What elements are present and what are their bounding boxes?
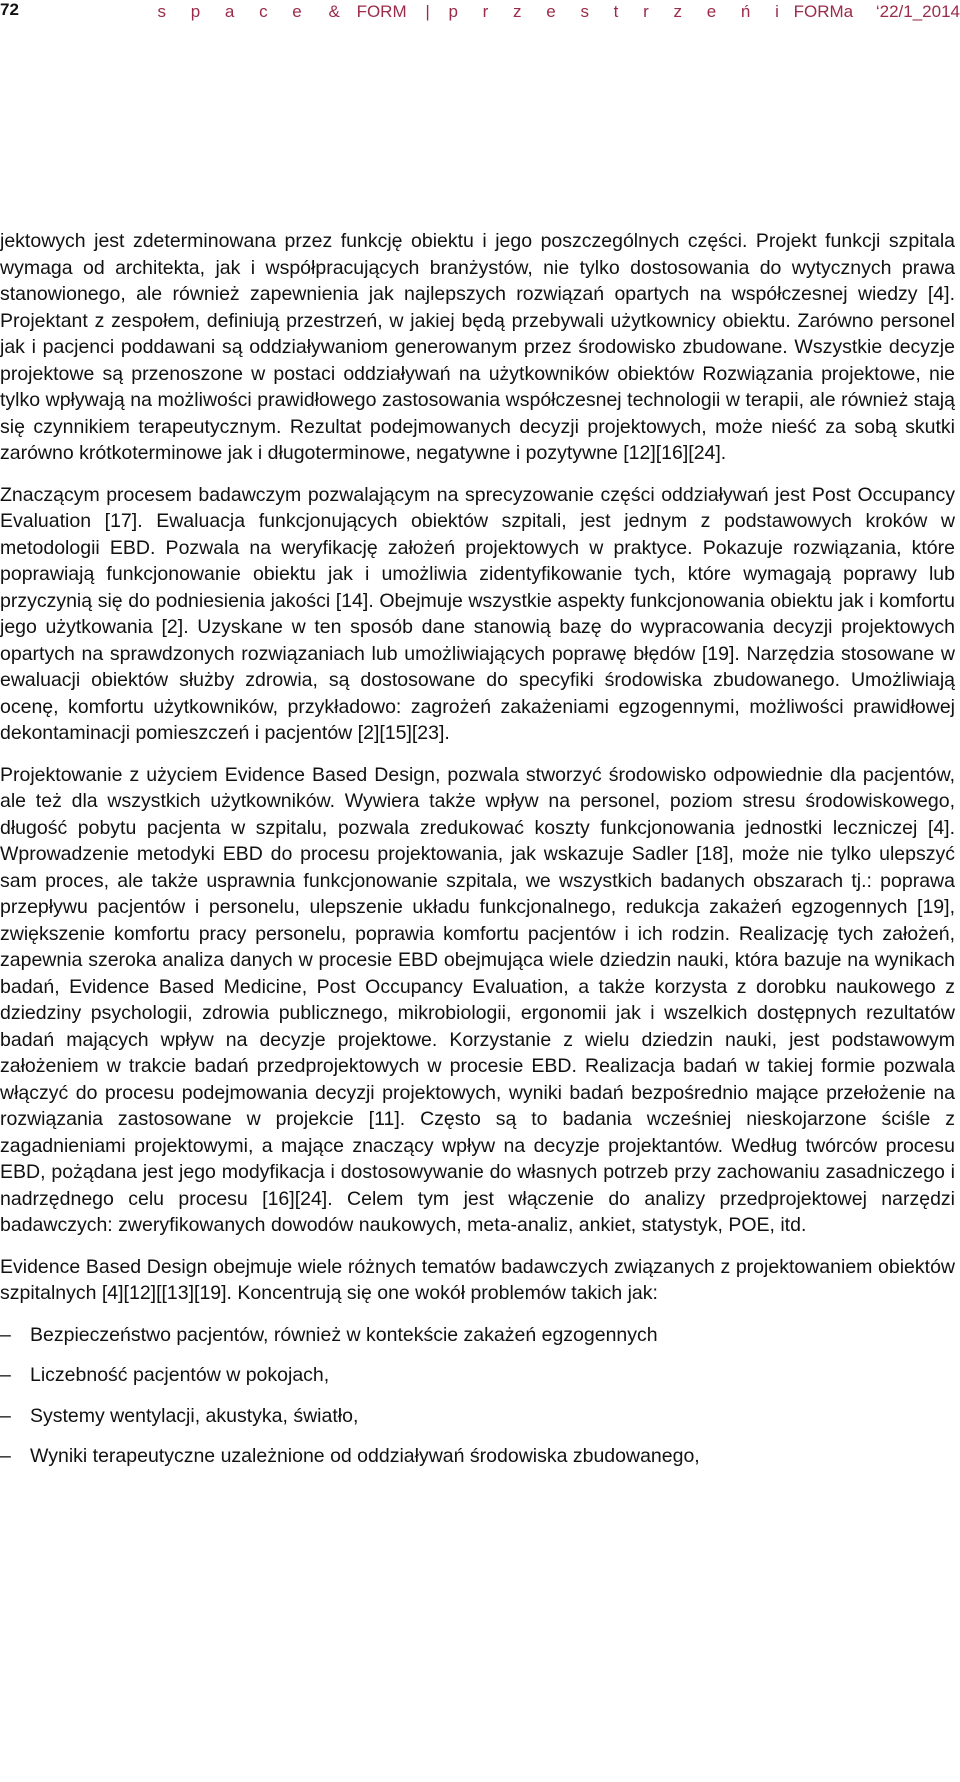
list-item [0, 1322, 955, 1349]
journal-title-i: i [775, 2, 779, 21]
paragraph-4: Evidence Based Design obejmuje wiele różnych tematów badawczych związanych z projektowaniem obiektów szpitalnych [4][12][[13][19]. Koncentrują się one wokół problemów takich jak: [0, 1255, 955, 1304]
article-body [0, 228, 955, 1484]
journal-title-przestrzen: p r z e s t r z e ń [448, 2, 761, 21]
list-item-text: Systemy wentylacji, akustyka, światło, [30, 1404, 359, 1427]
list-item [0, 1362, 955, 1389]
dash-marker: – [0, 1445, 11, 1467]
issue-number: ‘22/1_2014 [875, 2, 960, 21]
dash-marker: – [0, 1364, 11, 1386]
list-item [0, 1403, 955, 1430]
list-item [0, 1443, 955, 1470]
dash-marker: – [0, 1323, 11, 1346]
list-item-text: Liczebność pacjentów w pokojach, [30, 1364, 330, 1386]
list-item-text: Wyniki terapeutyczne uzależnione od oddziaływań środowiska zbudowanego, [30, 1445, 700, 1467]
journal-title-form: FORM [356, 2, 407, 21]
journal-title-amp: & [328, 2, 340, 21]
paragraph-3: Projektowanie z użyciem Evidence Based Design, pozwala stworzyć środowisko odpowiednie dla pacjentów, ale też dla wszystkich użytkowników. Wywiera także wpływ na personel, poziom stresu środowiskowego, długość pobytu pacjenta w szpitalu, pozwala zredukować koszty funkcjonowania jednostki leczniczej [4]. Wprowadzenie metodyki EBD do procesu projektowania, jak wskazuje Sadler [18], może nie tylko ulepszyć sam proces, ale także usprawnia funkcjonowanie szpitala, we wszystkich badanych obszarach tj.: poprawa przepływu pacjentów i personelu, ulepszenie układu funkcjonalnego, redukcja zakażeń egzogennych [19], zwiększenie komfortu pracy personelu, poprawia komfortu pacjentów i ich rodzin. Realizację tych założeń, zapewnia szeroka analiza danych w procesie EBD obejmująca wiele dziedzin nauki, która bazuje na wynikach badań, Evidence Based Medicine, Post Occupancy Evaluation, a także korzysta z dorobku naukowego z dziedziny psychologii, zdrowia publicznego, mikrobiologii, ergonomii jak i wszelkich dostępnych rezultatów badań mających wpływ na decyzje projektowe. Korzystanie z wielu dziedzin nauki, jest podstawowym założeniem w trakcie badań przedprojektowych w procesie EBD. Realizacja badań w takiej formie pozwala włączyć do procesu podejmowania decyzji projektowych, wyniki badań bezpośrednio mające przełożenie na rozwiązania zastosowane w projekcie [11]. Często są to badania wcześniej nieskojarzone ściśle z zagadnieniami projektowymi, a mające znaczący wpływ na decyzje projektantów. Według twórców procesu EBD, pożądana jest jego modyfikacja i dostosowywanie do własnych potrzeb przy zachowaniu zasadniczego i nadrzędnego celu procesu [16][24]. Celem tym jest włączenie do analizy przedprojektowej narzędzi badawczych: zweryfikowanych dowodów naukowych, meta-analiz, ankiet, statystyk, POE, itd. [0, 763, 955, 1236]
paragraph-2: Znaczącym procesem badawczym pozwalającym na sprecyzowanie części oddziaływań jest Post Occupancy Evaluation [17]. Ewaluacja funkcjonujących obiektów szpitali, jest jednym z podstawowych kroków w metodologii EBD. Pozwala na weryfikację założeń projektowych w praktyce. Pokazuje rozwiązania, które poprawiają funkcjonowanie obiektu jak i umożliwia zidentyfikowanie tych, które wymagają poprawy lub przyczynią się do podniesienia jakości [14]. Obejmuje wszystkie aspekty funkcjonowania obiektu jak i komfortu jego użytkowania [2]. Uzyskane w ten sposób dane stanowią bazę do wypracowania decyzji projektowych opartych na sprawdzonych rozwiązaniach lub umożliwiających poprawę błędów [19]. Narzędzia stosowane w ewaluacji obiektów służby zdrowia, są dostosowane do specyfiki środowiska zbudowanego. Umożliwiają ocenę, komfortu użytkowników, przykładowo: zagrożeń zakażeniami egzogennymi, możliwości prawidłowej dekontaminacji pomieszczeń i pacjentów [2][15][23]. [0, 483, 955, 744]
journal-title-space: s p a c e [157, 2, 312, 21]
running-header [157, 2, 960, 22]
journal-title-separator: | [425, 2, 430, 21]
list-item-text: Bezpieczeństwo pacjentów, również w kontekście zakażeń egzogennych [30, 1323, 658, 1346]
topic-list [0, 1322, 955, 1470]
paragraph-1: jektowych jest zdeterminowana przez funkcję obiektu i jego poszczególnych części. Projekt funkcji szpitala wymaga od architekta, jak i współpracujących branżystów, nie tylko dostosowania do wytycznych prawa stanowionego, ale również zapewnienia jak najlepszych rozwiązań opartych na współczesnej wiedzy [4]. Projektant z zespołem, definiują przestrzeń, w jakiej będą przebywali użytkownicy obiektu. Zarówno personel jak i pacjenci poddawani są oddziaływaniom generowanym przez środowisko zbudowane. Wszystkie decyzje projektowe są przenoszone w postaci oddziaływań na użytkowników obiektów Rozwiązania projektowe, nie tylko wpływają na możliwości prawidłowego zastosowania współczesnej technologii w terapii, ale również stają się czynnikiem terapeutycznym. Rezultat podejmowanych decyzji projektowych, może nieść za sobą skutki zarówno krótkoterminowe jak i długoterminowe, negatywne i pozytywne [12][16][24]. [0, 230, 955, 464]
dash-marker: – [0, 1404, 11, 1427]
page-number: 72 [0, 0, 19, 19]
journal-title-forma: FORMa [793, 2, 854, 21]
